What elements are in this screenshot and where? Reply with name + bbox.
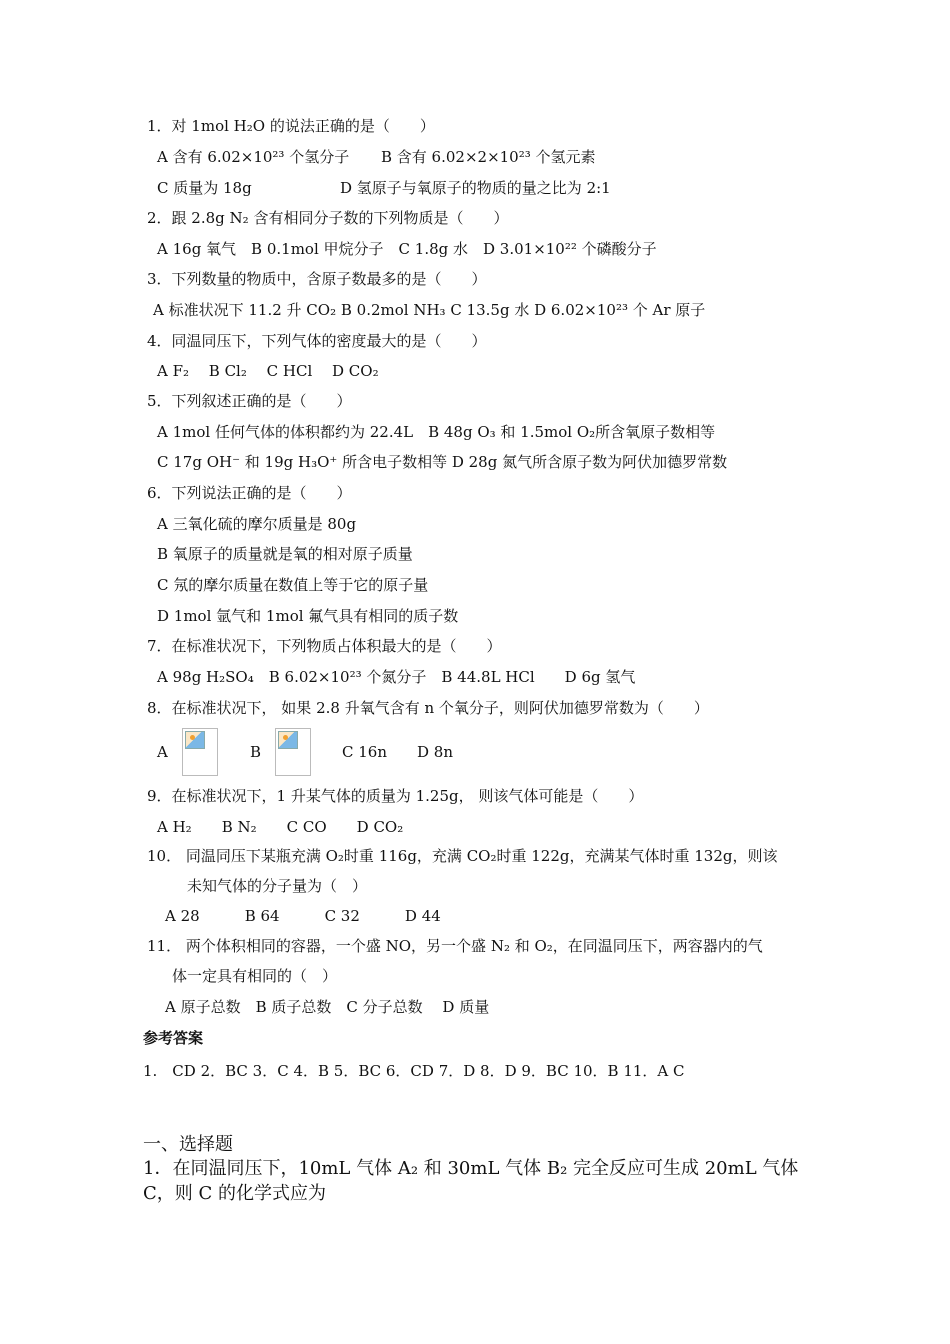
q11-stem-line1: 11． 两个体积相同的容器，一个盛 NO，另一个盛 N₂ 和 O₂，在同温同压下，两容器内的气 [147, 937, 763, 955]
q6-option-c: C 氖的摩尔质量在数值上等于它的原子量 [157, 576, 429, 594]
q3-stem: 3．下列数量的物质中，含原子数最多的是（ ） [147, 270, 487, 288]
q1-option-a: A 含有 6.02×10²³ 个氢分子 [157, 148, 350, 166]
q4-stem: 4．同温同压下，下列气体的密度最大的是（ ） [147, 332, 487, 350]
q5-options-line1: A 1mol 任何气体的体积都约为 22.4L B 48g O₃ 和 1.5mol O₂所含氧原子数相等 [157, 423, 716, 441]
q6-option-d: D 1mol 氩气和 1mol 氟气具有相同的质子数 [157, 607, 459, 625]
answers-title: 参考答案 [143, 1029, 204, 1047]
q7-stem: 7．在标准状况下，下列物质占体积最大的是（ ） [147, 637, 502, 655]
q10-stem-line2: 未知气体的分子量为（ ） [187, 877, 368, 895]
q8-option-a-label: A [157, 743, 168, 761]
section-q1-line2: C，则 C 的化学式应为 [143, 1183, 326, 1204]
q8-stem: 8．在标准状况下， 如果 2.8 升氧气含有 n 个氧分子，则阿伏加德罗常数为（ ） [147, 699, 709, 717]
section-q1-line1: 1．在同温同压下，10mL 气体 A₂ 和 30mL 气体 B₂ 完全反应可生成 20mL 气体 [143, 1158, 799, 1179]
q7-options: A 98g H₂SO₄ B 6.02×10²³ 个氮分子 B 44.8L HCl D 6g 氢气 [157, 668, 636, 686]
q1-option-c: C 质量为 18g [157, 179, 252, 197]
q10-stem-line1: 10． 同温同压下某瓶充满 O₂时重 116g，充满 CO₂时重 122g，充满某气体时重 132g，则该 [147, 847, 778, 865]
q1-stem: 1．对 1mol H₂O 的说法正确的是（ ） [147, 117, 435, 135]
q2-options: A 16g 氧气 B 0.1mol 甲烷分子 C 1.8g 水 D 3.01×10²² 个磷酸分子 [157, 240, 657, 258]
broken-image-icon [182, 728, 218, 776]
q2-stem: 2．跟 2.8g N₂ 含有相同分子数的下列物质是（ ） [147, 209, 509, 227]
section-heading: 一、选择题 [143, 1134, 233, 1155]
q11-options: A 原子总数 B 质子总数 C 分子总数 D 质量 [165, 998, 490, 1016]
q6-option-a: A 三氧化硫的摩尔质量是 80g [157, 515, 357, 533]
q1-option-b: B 含有 6.02×2×10²³ 个氢元素 [381, 148, 596, 166]
q11-stem-line2: 体一定具有相同的（ ） [172, 967, 338, 985]
q8-options-cd: C 16n D 8n [342, 743, 453, 761]
q5-options-line2: C 17g OH⁻ 和 19g H₃O⁺ 所含电子数相等 D 28g 氮气所含原子数为阿伏加德罗常数 [157, 453, 728, 471]
broken-image-icon [275, 728, 311, 776]
q9-options: A H₂ B N₂ C CO D CO₂ [157, 818, 404, 836]
q3-options: A 标准状况下 11.2 升 CO₂ B 0.2mol NH₃ C 13.5g 水 D 6.02×10²³ 个 Ar 原子 [153, 301, 706, 319]
q10-options: A 28 B 64 C 32 D 44 [165, 907, 441, 925]
q1-option-d: D 氢原子与氧原子的物质的量之比为 2:1 [340, 179, 611, 197]
q6-stem: 6．下列说法正确的是（ ） [147, 484, 352, 502]
q9-stem: 9．在标准状况下，1 升某气体的质量为 1.25g， 则该气体可能是（ ） [147, 787, 644, 805]
q4-options: A F₂ B Cl₂ C HCl D CO₂ [157, 362, 379, 380]
q8-option-b-label: B [250, 743, 262, 761]
answers-list: 1. CD 2．BC 3．C 4．B 5．BC 6．CD 7．D 8．D 9．BC 10．B 11．A C [143, 1062, 685, 1080]
q6-option-b: B 氧原子的质量就是氧的相对原子质量 [157, 545, 413, 563]
q5-stem: 5．下列叙述正确的是（ ） [147, 392, 352, 410]
